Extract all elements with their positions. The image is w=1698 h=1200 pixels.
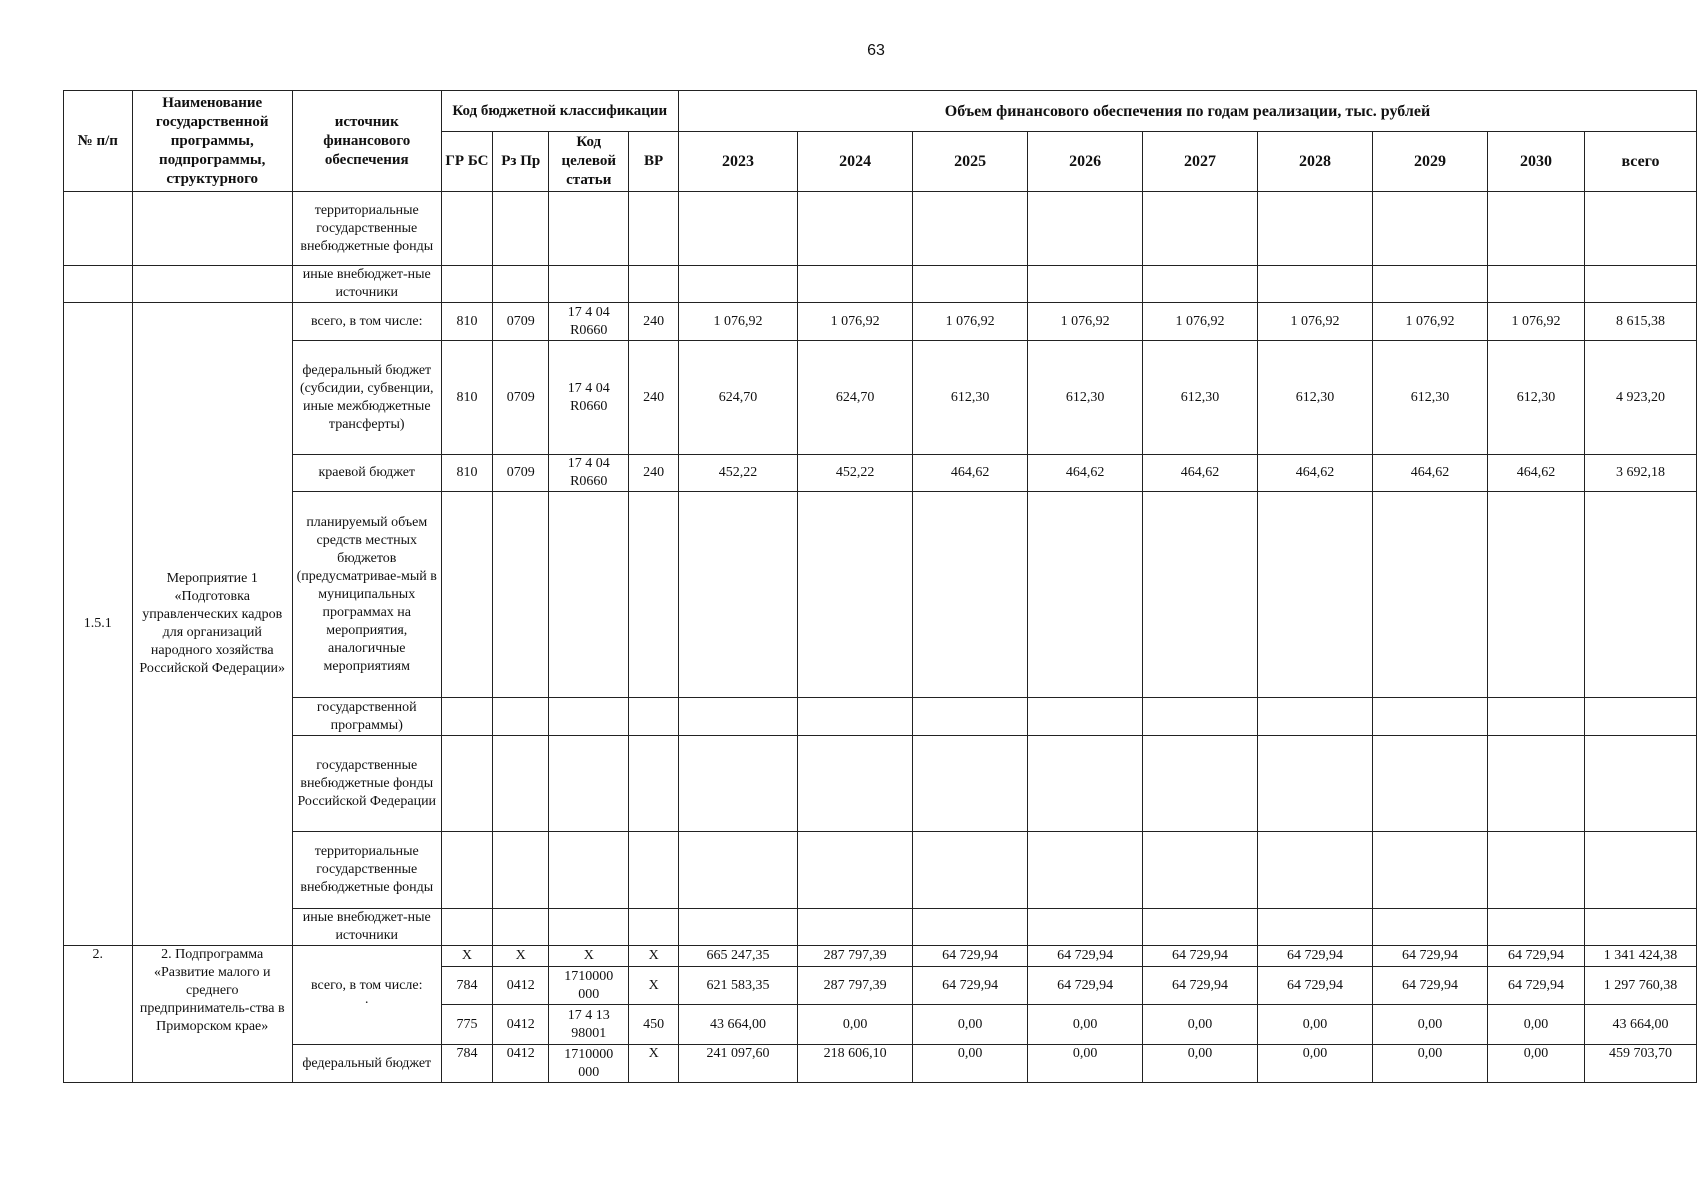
source-cell: государственной программы) <box>292 698 441 736</box>
header-csr: Код целевой статьи <box>549 132 629 192</box>
vr-cell: 240 <box>629 341 679 455</box>
value-cell: 0,00 <box>1487 1005 1584 1045</box>
header-name: Наименование государственной программы, подпрограммы, структурного <box>132 91 292 192</box>
csr-cell: Х <box>549 946 629 967</box>
value-cell: 452,22 <box>678 455 797 492</box>
value-cell: 0,00 <box>1372 1005 1487 1045</box>
vr-cell: Х <box>629 946 679 967</box>
table-row <box>64 492 1697 698</box>
value-cell: 287 797,39 <box>798 946 913 967</box>
value-cell: 0,00 <box>1258 1045 1373 1083</box>
csr-cell: 17 4 04 R0660 <box>549 341 629 455</box>
value-cell: 612,30 <box>1143 341 1258 455</box>
csr-cell: 1710000 000 <box>549 967 629 1005</box>
value-cell: 1 076,92 <box>1028 303 1143 341</box>
value-cell: 64 729,94 <box>1487 946 1584 967</box>
source-cell: планируемый объем средств местных бюджетов (предусматривае-мый в муниципальных программах на мероприятия, аналогичные мероприятиям <box>292 492 441 698</box>
source-cell: государственные внебюджетные фонды Российской Федерации <box>292 736 441 832</box>
value-cell: 64 729,94 <box>1372 967 1487 1005</box>
source-cell: всего, в том числе: <box>292 303 441 341</box>
grbs-cell: 784 <box>441 1045 493 1083</box>
header-year: 2027 <box>1143 132 1258 192</box>
value-cell: 0,00 <box>1143 1005 1258 1045</box>
source-cell: федеральный бюджет (субсидии, субвенции, иные межбюджетные трансферты) <box>292 341 441 455</box>
value-cell: 612,30 <box>1372 341 1487 455</box>
value-cell: 64 729,94 <box>1028 946 1143 967</box>
header-year: 2029 <box>1372 132 1487 192</box>
table-row <box>64 698 1697 736</box>
value-cell: 612,30 <box>1258 341 1373 455</box>
vr-cell: Х <box>629 967 679 1005</box>
header-rzpr: Рз Пр <box>493 132 549 192</box>
total-cell: 1 341 424,38 <box>1584 946 1696 967</box>
table-row <box>64 946 1697 967</box>
value-cell: 464,62 <box>1487 455 1584 492</box>
row-number: 2. <box>64 946 133 1083</box>
csr-cell: 1710000 000 <box>549 1045 629 1083</box>
table-row <box>64 303 1697 341</box>
csr-cell: 17 4 04 R0660 <box>549 303 629 341</box>
value-cell: 1 076,92 <box>678 303 797 341</box>
table-row <box>64 455 1697 492</box>
header-vr: ВР <box>629 132 679 192</box>
table-row <box>64 192 1697 266</box>
rzpr-cell: 0412 <box>493 1005 549 1045</box>
grbs-cell: Х <box>441 946 493 967</box>
total-cell: 459 703,70 <box>1584 1045 1696 1083</box>
table-row <box>64 341 1697 455</box>
rzpr-cell: 0412 <box>493 1045 549 1083</box>
grbs-cell: 810 <box>441 341 493 455</box>
value-cell: 0,00 <box>1143 1045 1258 1083</box>
total-cell: 4 923,20 <box>1584 341 1696 455</box>
row-number: 1.5.1 <box>64 303 133 946</box>
table-row <box>64 832 1697 909</box>
header-year: 2025 <box>913 132 1028 192</box>
header-source: источник финансового обеспечения <box>292 91 441 192</box>
value-cell: 1 076,92 <box>1143 303 1258 341</box>
value-cell: 241 097,60 <box>678 1045 797 1083</box>
value-cell: 0,00 <box>913 1005 1028 1045</box>
value-cell: 64 729,94 <box>913 967 1028 1005</box>
subprogram-name: 2. Подпрограмма «Развитие малого и среднего предприниматель-ства в Приморском крае» <box>132 946 292 1083</box>
rzpr-cell: 0709 <box>493 341 549 455</box>
event-name: Мероприятие 1 «Подготовка управленческих кадров для организаций народного хозяйства Российской Федерации» <box>132 303 292 946</box>
total-label: всего, в том числе: <box>311 978 423 993</box>
value-cell: 64 729,94 <box>1143 946 1258 967</box>
total-note: · <box>364 996 370 1011</box>
value-cell: 0,00 <box>913 1045 1028 1083</box>
value-cell: 621 583,35 <box>678 967 797 1005</box>
value-cell: 64 729,94 <box>1487 967 1584 1005</box>
value-cell: 64 729,94 <box>913 946 1028 967</box>
vr-cell: 450 <box>629 1005 679 1045</box>
header-budget-code: Код бюджетной классификации <box>441 91 678 132</box>
grbs-cell: 810 <box>441 303 493 341</box>
header-grbs: ГР БС <box>441 132 493 192</box>
header-year: 2030 <box>1487 132 1584 192</box>
value-cell: 452,22 <box>798 455 913 492</box>
header-volume: Объем финансового обеспечения по годам реализации, тыс. рублей <box>678 91 1696 132</box>
value-cell: 64 729,94 <box>1258 946 1373 967</box>
grbs-cell: 775 <box>441 1005 493 1045</box>
value-cell: 43 664,00 <box>678 1005 797 1045</box>
table-row <box>64 909 1697 946</box>
source-cell: иные внебюджет-ные источники <box>292 909 441 946</box>
value-cell: 64 729,94 <box>1258 967 1373 1005</box>
table-row <box>64 736 1697 832</box>
value-cell: 64 729,94 <box>1028 967 1143 1005</box>
financing-table <box>63 90 1697 1083</box>
page-number: 63 <box>867 42 885 59</box>
value-cell: 0,00 <box>1258 1005 1373 1045</box>
source-cell: территориальные государственные внебюджетные фонды <box>292 832 441 909</box>
rzpr-cell: Х <box>493 946 549 967</box>
value-cell: 464,62 <box>1143 455 1258 492</box>
header-row-1 <box>64 91 1697 132</box>
value-cell: 665 247,35 <box>678 946 797 967</box>
value-cell: 0,00 <box>798 1005 913 1045</box>
total-cell: 8 615,38 <box>1584 303 1696 341</box>
value-cell: 464,62 <box>1372 455 1487 492</box>
value-cell: 64 729,94 <box>1143 967 1258 1005</box>
total-cell: 3 692,18 <box>1584 455 1696 492</box>
table-row <box>64 266 1697 303</box>
header-year: 2028 <box>1258 132 1373 192</box>
value-cell: 0,00 <box>1487 1045 1584 1083</box>
value-cell: 612,30 <box>1028 341 1143 455</box>
value-cell: 64 729,94 <box>1372 946 1487 967</box>
value-cell: 612,30 <box>1487 341 1584 455</box>
value-cell: 0,00 <box>1372 1045 1487 1083</box>
value-cell: 464,62 <box>1258 455 1373 492</box>
rzpr-cell: 0709 <box>493 303 549 341</box>
value-cell: 1 076,92 <box>913 303 1028 341</box>
source-cell: краевой бюджет <box>292 455 441 492</box>
value-cell: 0,00 <box>1028 1005 1143 1045</box>
value-cell: 1 076,92 <box>798 303 913 341</box>
csr-cell: 17 4 13 98001 <box>549 1005 629 1045</box>
total-cell: 1 297 760,38 <box>1584 967 1696 1005</box>
value-cell: 287 797,39 <box>798 967 913 1005</box>
header-total: всего <box>1584 132 1696 192</box>
grbs-cell: 810 <box>441 455 493 492</box>
value-cell: 612,30 <box>913 341 1028 455</box>
value-cell: 218 606,10 <box>798 1045 913 1083</box>
header-year: 2023 <box>678 132 797 192</box>
value-cell: 1 076,92 <box>1487 303 1584 341</box>
value-cell: 624,70 <box>798 341 913 455</box>
value-cell: 1 076,92 <box>1258 303 1373 341</box>
value-cell: 1 076,92 <box>1372 303 1487 341</box>
value-cell: 0,00 <box>1028 1045 1143 1083</box>
vr-cell: 240 <box>629 303 679 341</box>
source-cell: иные внебюджет-ные источники <box>292 266 441 303</box>
header-year: 2026 <box>1028 132 1143 192</box>
rzpr-cell: 0412 <box>493 967 549 1005</box>
header-num: № п/п <box>64 91 133 192</box>
grbs-cell: 784 <box>441 967 493 1005</box>
total-cell: 43 664,00 <box>1584 1005 1696 1045</box>
header-year: 2024 <box>798 132 913 192</box>
vr-cell: Х <box>629 1045 679 1083</box>
source-cell: федеральный бюджет <box>292 1045 441 1083</box>
source-cell: территориальные государственные внебюджетные фонды <box>292 192 441 266</box>
rzpr-cell: 0709 <box>493 455 549 492</box>
table-row <box>64 1045 1697 1083</box>
vr-cell: 240 <box>629 455 679 492</box>
value-cell: 464,62 <box>1028 455 1143 492</box>
csr-cell: 17 4 04 R0660 <box>549 455 629 492</box>
value-cell: 624,70 <box>678 341 797 455</box>
value-cell: 464,62 <box>913 455 1028 492</box>
source-cell <box>292 946 441 1045</box>
